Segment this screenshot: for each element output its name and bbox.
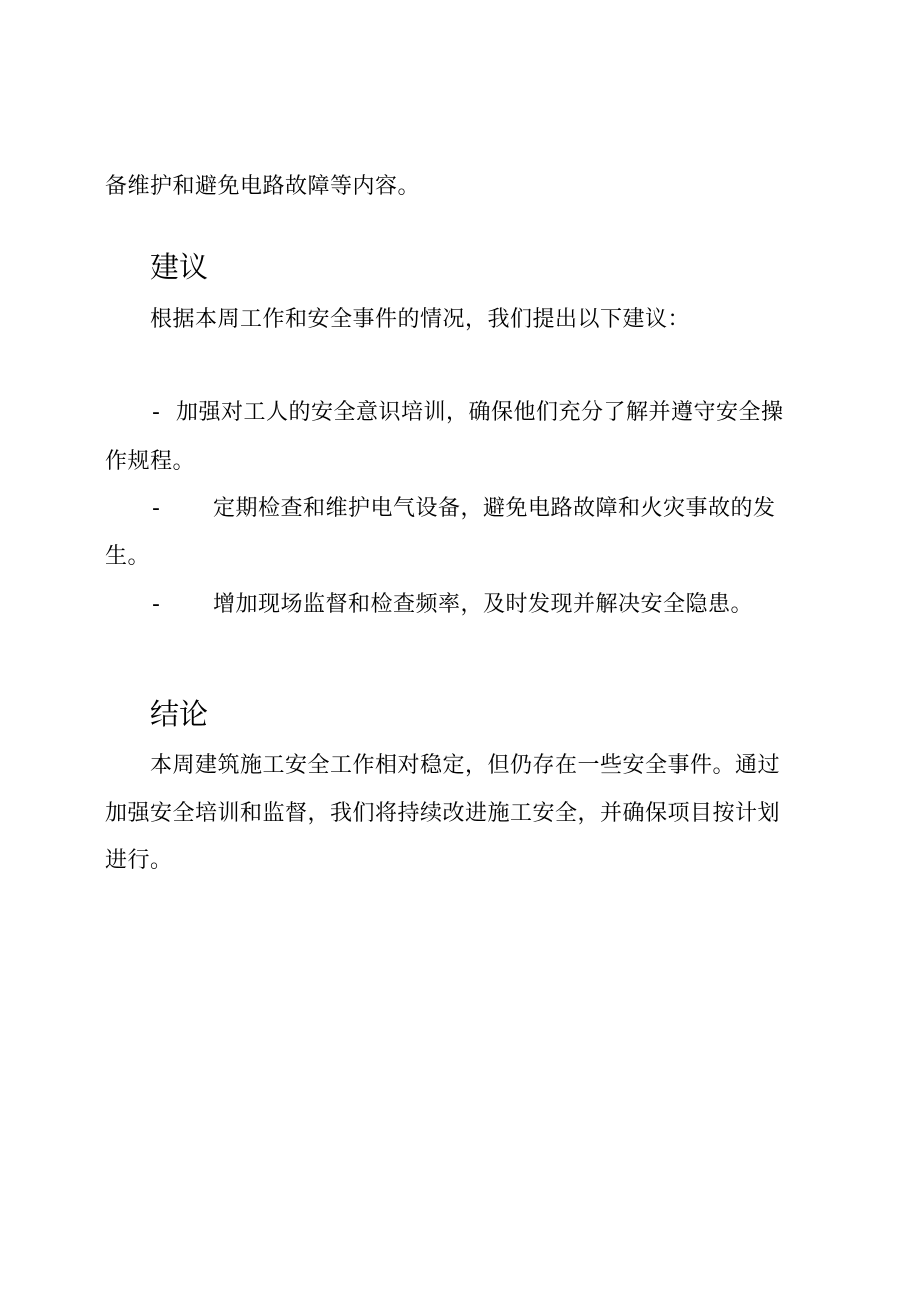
list-dash: - [152,496,161,521]
paragraph-continuation: 备维护和避免电路故障等内容。 [105,174,421,199]
conclusion-line-2: 加强安全培训和监督，我们将持续改进施工安全，并确保项目按计划 [105,801,781,826]
conclusion-line-1: 本周建筑施工安全工作相对稳定，但仍存在一些安全事件。通过 [150,753,781,778]
suggestion-item-2-text: 定期检查和维护电气设备，避免电路故障和火灾事故的发 [213,496,776,521]
section-heading-suggestions: 建议 [150,250,209,284]
suggestion-item-1-continuation: 作规程。 [105,449,196,474]
suggestion-item-2-continuation: 生。 [105,544,151,569]
suggestions-intro: 根据本周工作和安全事件的情况，我们提出以下建议： [150,307,691,332]
suggestion-item-3-text: 增加现场监督和检查频率，及时发现并解决安全隐患。 [213,592,754,617]
suggestion-item-1-text: 加强对工人的安全意识培训，确保他们充分了解并遵守安全操 [175,400,784,425]
section-heading-conclusion: 结论 [150,697,209,731]
conclusion-line-3: 进行。 [105,848,173,873]
list-dash: - [152,592,161,617]
list-dash: - [152,400,161,425]
suggestion-item-1 [152,398,783,428]
